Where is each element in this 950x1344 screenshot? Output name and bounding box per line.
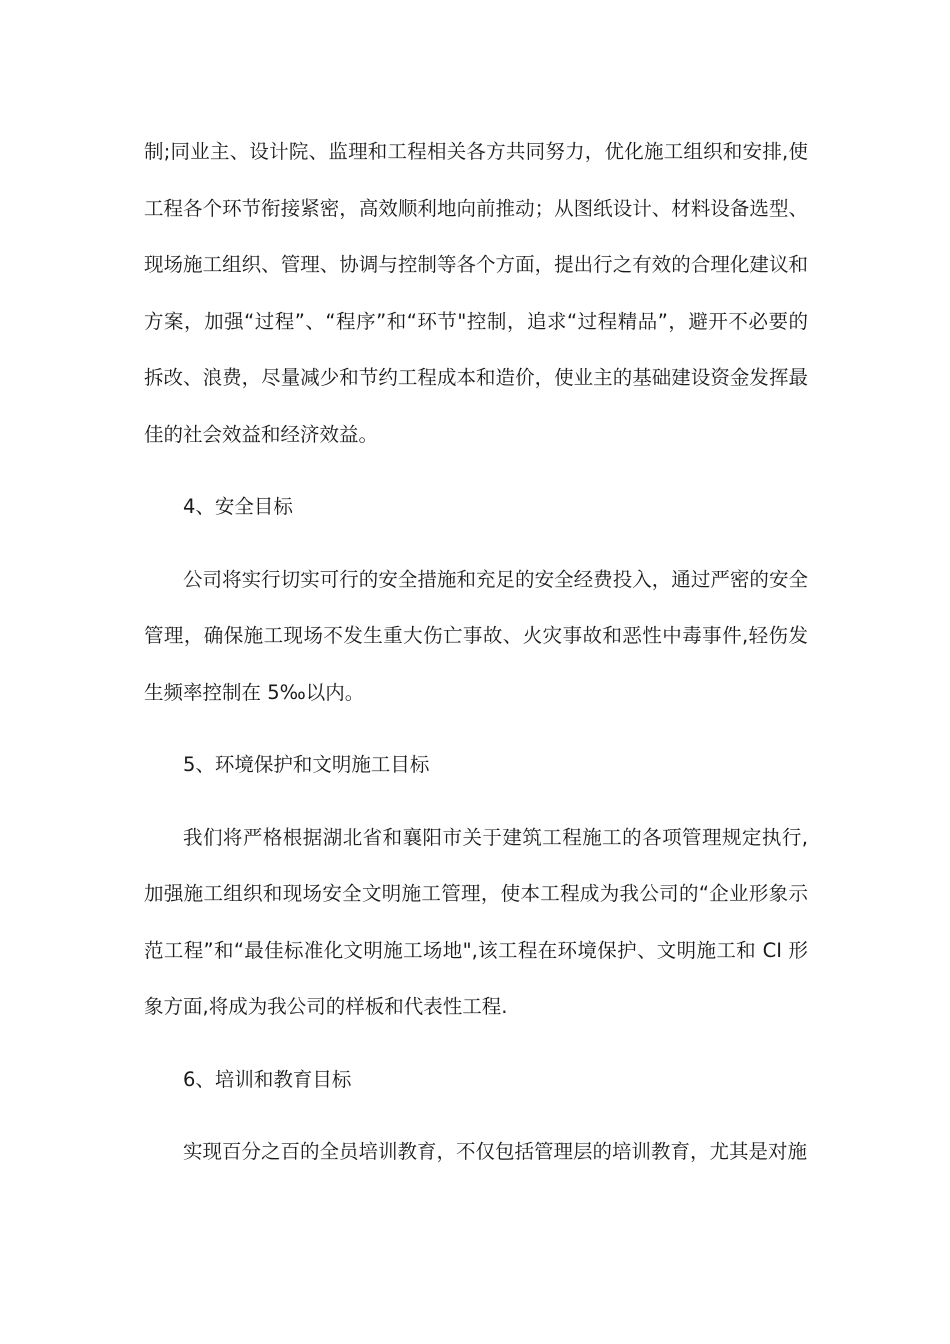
paragraph-environment-goal: 我们将严格根据湖北省和襄阳市关于建筑工程施工的各项管理规定执行,加强施工组织和现场安全文明施工管理，使本工程成为我公司的“企业形象示范工程”和“最佳标准化文明施工场地",该工程在环境保护、文明施工和 CI 形象方面,将成为我公司的样板和代表性工程.	[144, 825, 808, 1018]
spacer	[144, 1108, 808, 1124]
heading-training-goal: 6、培训和教育目标	[183, 1067, 352, 1091]
paragraph-training-goal: 实现百分之百的全员培训教育，不仅包括管理层的培训教育，尤其是对施	[183, 1140, 808, 1163]
paragraph-quality-goal-continued: 制;同业主、设计院、监理和工程相关各方共同努力，优化施工组织和安排,使工程各个环节衔接紧密，高效顺利地向前推动；从图纸设计、材料设备选型、现场施工组织、管理、协调与控制等各个方面，提出行之有效的合理化建议和方案，加强“过程”、“程序”和“环节"控制，追求“过程精品”，避开不必要的拆改、浪费，尽量减少和节约工程成本和造价，使业主的基础建设资金发挥最佳的社会效益和经济效益。	[144, 140, 808, 446]
heading-environment-goal: 5、环境保护和文明施工目标	[183, 753, 430, 776]
spacer	[144, 1036, 808, 1052]
heading-safety-goal: 4、安全目标	[183, 495, 293, 518]
spacer	[144, 794, 808, 810]
spacer	[144, 721, 808, 737]
spacer	[144, 536, 808, 552]
spacer	[144, 463, 808, 479]
document-body	[144, 124, 808, 1181]
paragraph-safety-goal: 公司将实行切实可行的安全措施和充足的安全经费投入，通过严密的安全管理，确保施工现场不发生重大伤亡事故、火灾事故和恶性中毒事件,轻伤发生频率控制在 5‰以内。	[144, 567, 808, 704]
